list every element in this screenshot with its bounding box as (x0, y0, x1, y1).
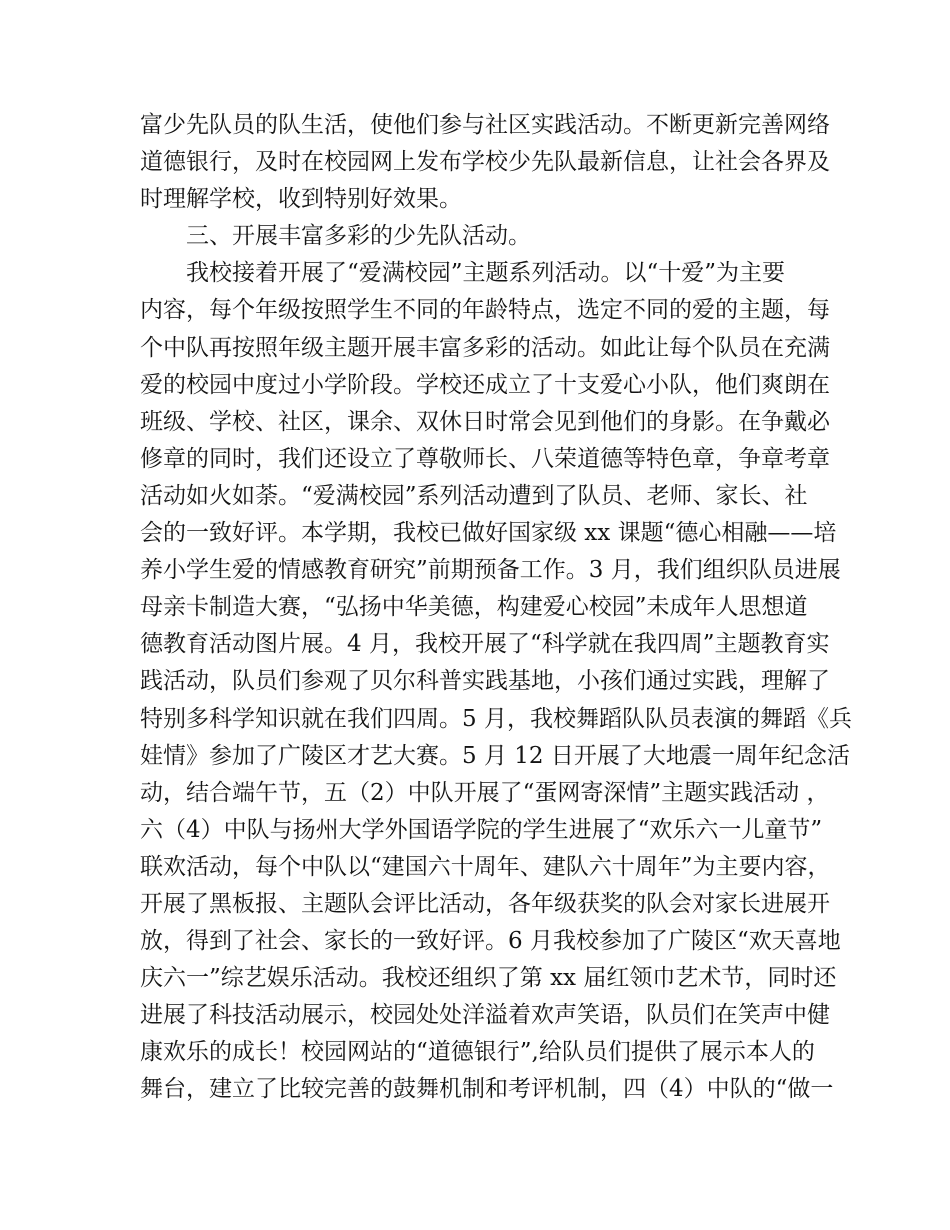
text-line: 修章的同时，我们还设立了尊敬师长、八荣道德等特色章，争章考章 (140, 445, 830, 472)
text-line: 联欢活动，每个中队以“建国六十周年、建队六十周年”为主要内容， (140, 853, 831, 880)
text-line: 康欢乐的成长！校园网站的“道德银行”,给队员们提供了展示本人的 (140, 1039, 815, 1066)
text-line: 活动如火如荼。“爱满校园”系列活动遭到了队员、老师、家长、社 (140, 482, 808, 509)
section-heading: 三、开展丰富多彩的少先队活动。 (186, 223, 531, 250)
text-line: 爱的校园中度过小学阶段。学校还成立了十支爱心小队，他们爽朗在 (140, 371, 830, 398)
text-line: 娃情》参加了广陵区才艺大赛。5 月 12 日开展了大地震一周年纪念活 (140, 742, 850, 769)
text-line: 开展了黑板报、主题队会评比活动，各年级获奖的队会对家长进展开 (140, 890, 830, 917)
text-line: 进展了科技活动展示，校园处处洋溢着欢声笑语，队员们在笑声中健 (140, 1002, 830, 1029)
text-line: 时理解学校，收到特别好效果。 (140, 186, 462, 213)
text-line: 庆六一”综艺娱乐活动。我校还组织了第 xx 届红领巾艺术节，同时还 (140, 965, 837, 992)
text-line: 特别多科学知识就在我们四周。5 月，我校舞蹈队队员表演的舞蹈《兵 (140, 705, 852, 732)
text-line: 六（4）中队与扬州大学外国语学院的学生进展了“欢乐六一儿童节” (140, 816, 823, 843)
body-text (140, 107, 852, 1109)
text-line: 会的一致好评。本学期，我校已做好国家级 xx 课题“德心相融——培 (140, 520, 837, 547)
text-line: 舞台，建立了比较完善的鼓舞机制和考评机制，四（4）中队的“做一 (140, 1076, 834, 1103)
text-line: 富少先队员的队生活，使他们参与社区实践活动。不断更新完善网络 (140, 112, 830, 138)
text-line: 放，得到了社会、家长的一致好评。6 月我校参加了广陵区“欢天喜地 (140, 928, 841, 955)
text-line: 班级、学校、社区，课余、双休日时常会见到他们的身影。在争戴必 (140, 408, 830, 435)
text-line: 道德银行，及时在校园网上发布学校少先队最新信息，让社会各界及 (140, 149, 830, 176)
text-line: 母亲卡制造大赛，“弘扬中华美德，构建爱心校园”未成年人思想道 (140, 594, 808, 621)
text-line: 践活动，队员们参观了贝尔科普实践基地，小孩们通过实践，理解了 (140, 668, 830, 695)
text-line: 个中队再按照年级主题开展丰富多彩的活动。如此让每个队员在充满 (140, 334, 830, 361)
text-line: 养小学生爱的情感教育研究”前期预备工作。3 月，我们组织队员进展 (140, 557, 841, 584)
paragraph-first-line: 我校接着开展了“爱满校园”主题系列活动。以“十爱”为主要 (186, 260, 786, 287)
text-line: 内容，每个年级按照学生不同的年龄特点，选定不同的爱的主题，每 (140, 297, 830, 324)
text-line: 动，结合端午节，五（2）中队开展了“蛋网寄深情”主题实践活动 ， (140, 779, 830, 806)
text-line: 德教育活动图片展。4 月，我校开展了“科学就在我四周”主题教育实 (140, 631, 830, 658)
